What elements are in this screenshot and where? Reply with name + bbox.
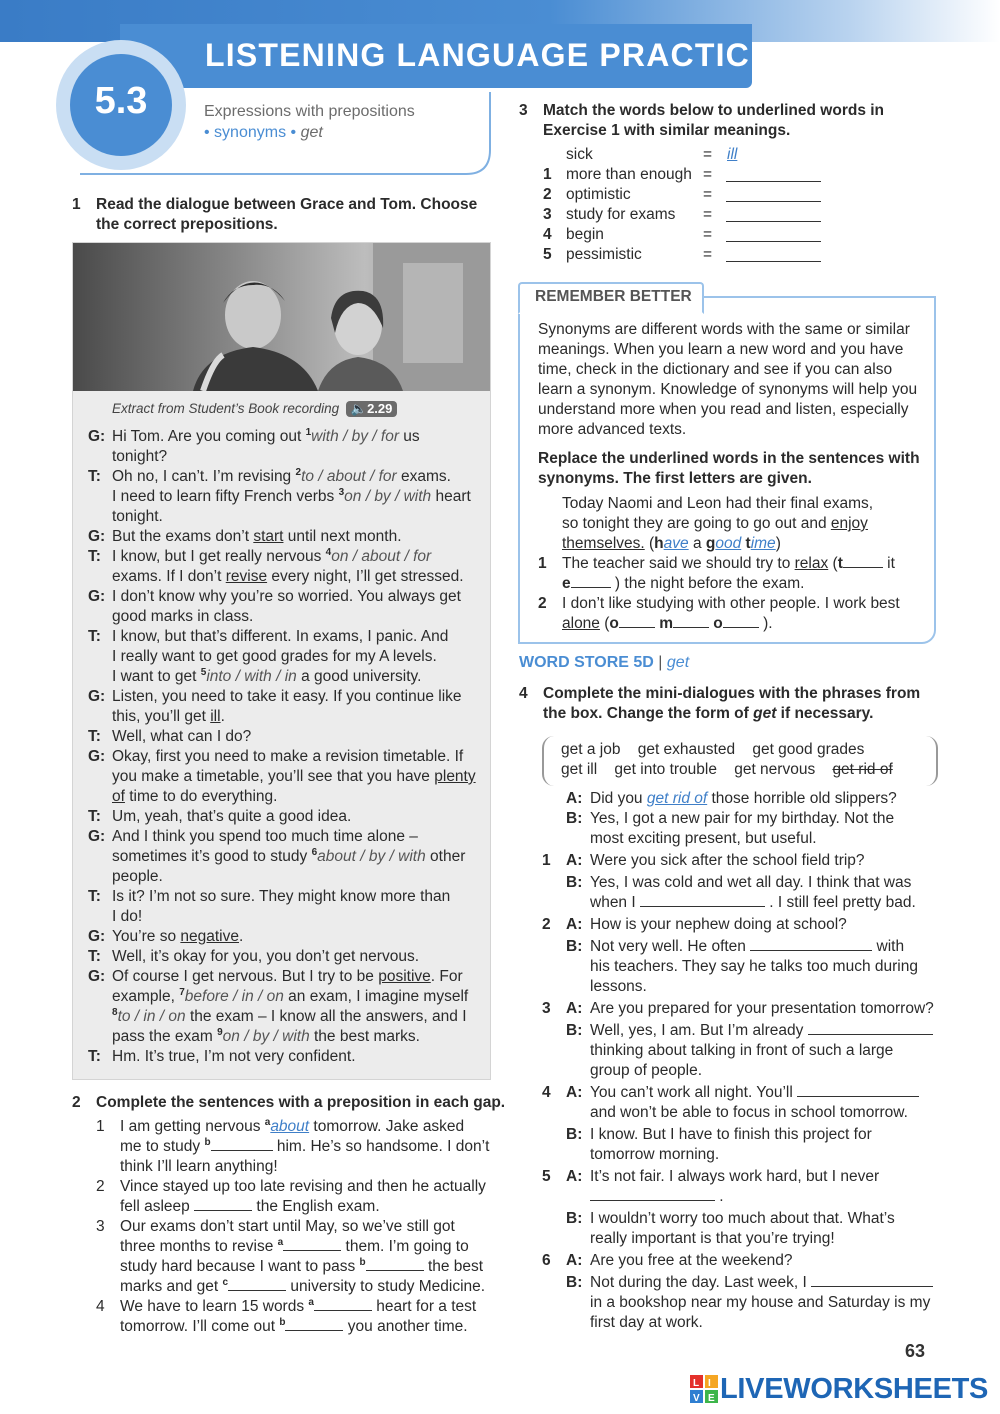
photo-students (73, 243, 490, 391)
gap[interactable] (797, 1083, 919, 1097)
svg-text:E: E (708, 1393, 715, 1403)
gap[interactable] (726, 188, 821, 202)
ex3-item: 5 pessimistic = (543, 245, 833, 265)
gap[interactable] (571, 574, 611, 588)
remember-title: REMEMBER BETTER (535, 288, 692, 305)
word-store-heading: WORD STORE 5D | get (519, 654, 690, 671)
gap[interactable] (194, 1197, 252, 1211)
ex3-instruction: 3 Match the words below to underlined words in Exercise 1 with similar meanings. (519, 102, 885, 139)
ex3-item: 2 optimistic = (543, 185, 833, 205)
audio-badge[interactable]: 🔈2.29 (346, 401, 398, 417)
ex2-items: 1 I am getting nervous $^a$about tomorrow. Jake asked me to study $^b$ him. He’s so handsome. I don’t think I’ll learn anything! 2 Vince stayed up too late revising and then he actually fell asleep the English exam. 3 Our exams don’t start until May, so we’ve still got three months to revise $^a$ them. I’m going to study hard because I want to pass $^b$ the best marks and get $^c$ university to study Medicine. 4 We have to learn 15 words $^a$ heart for a test tomorrow. I’ll come out $^b$ you another time. (96, 1116, 490, 1335)
recording-caption: Extract from Student’s Book recording 🔈2.29 (112, 401, 397, 417)
gap[interactable] (228, 1277, 286, 1291)
remember-items: Today Naomi and Leon had their final exams, so tonight they are going to go out and enjoy themselves. (have a good time) 1 The teacher said we should try to relax (t it e ) the night before the exam. 2 I don’t like studying with other people. I work best alone (o m o ). (538, 495, 900, 632)
gap[interactable] (640, 893, 765, 907)
gap[interactable] (283, 1237, 341, 1251)
ex4-dialogues: A: Did you get rid of those horrible old slippers? B: Yes, I got a new pair for my birthday. Not the most exciting present, but useful. 1 A: Were you sick after the school field trip? B: Yes, I was cold and wet all day. I think that was when I . I still feel pretty bad. 2 A: How is your nephew doing at school? B: Not very well. He often with his teachers. They say he talks too much during lessons. 3 A: Are you prepared for your presentation tomorrow? B: Well, yes, I am. But I’m already thinking about talking in front of such a large group of people. 4 A: You can’t work all night. You’ll and won’t be able to focus in school tomorrow. B: I know. But I have to finish this project for tomorrow morning. 5 A: It’s not fair. I always work hard, but I never . B: I wouldn’t worry too much about that. What’s really important is that you’re trying! 6 A: Are you free at the weekend? B: Not during the day. Last week, I in a bookshop near my house and Saturday is my first day at work. (542, 790, 934, 1331)
dialogue: G: Hi Tom. Are you coming out $^1$with / by / for us tonight? T: Oh no, I can’t. I’m revising $^2$to / about / for exams. I need to learn fifty French verbs $^3$on / by / with heart tonight. G: But the exams don’t start until next month. T: I know, but I get really nervous $^4$on / about / for exams. If I don’t revise every night, I’ll get stressed. G: I don’t know why you’re so worried. You always get good marks in class. T: I know, but that’s different. In exams, I panic. And I really want to get good grades for my A levels. I want to get $^5$into / with / in a good university. G: Listen, you need to take it easy. If you continue like this, you’ll get ill. T: Well, what can I do? G: Okay, first you need to make a revision timetable. If you make a timetable, you’ll see that you have plenty of time to do everything. T: Um, yeah, that’s quite a good idea. G: And I think you spend too much time alone – sometimes it’s good to study $^6$about / by / with other people. T: Is it? I’m not so sure. They might know more than I do! G: You’re so negative. T: Well, it’s okay for you, you don’t get nervous. G: Of course I get nervous. But I try to be positive. For example, $^7$before / in / on an exam, I imagine myself $^8$to / in / on the exam – I know all the answers, and I pass the exam $^9$on / by / with the best marks. T: Hm. It’s true, I’m not very confident. (88, 426, 476, 1065)
phrase-box-content: get a job get exhausted get good grades get ill get into trouble get nervous get rid of (561, 741, 893, 778)
ex3-item: 3 study for exams = (543, 205, 833, 225)
speaker-icon: 🔈 (350, 401, 368, 416)
gap[interactable] (590, 1187, 715, 1201)
gap[interactable] (726, 228, 821, 242)
gap[interactable] (726, 208, 821, 222)
gap[interactable] (673, 614, 709, 628)
gap[interactable] (811, 1273, 933, 1287)
ex1-instruction: 1 Read the dialogue between Grace and Tom. Choose the correct prepositions. (72, 196, 478, 233)
gap[interactable] (726, 248, 821, 262)
remember-text: Synonyms are different words with the same or similar meanings. When you learn a new word and you have time, check in the dictionary and see if you can also learn a synonym. Knowledge of synonyms will help you understand more when you read and listen, especially more advanced texts. (538, 321, 918, 438)
gap[interactable] (366, 1257, 424, 1271)
unit-number: 5.3 (94, 80, 148, 122)
ex3-item: 1 more than enough = (543, 165, 833, 185)
ex2-instruction: 2 Complete the sentences with a preposition in each gap. (72, 1094, 506, 1111)
gap[interactable] (211, 1137, 273, 1151)
remember-task: Replace the underlined words in the sentences with synonyms. The first letters are given. (538, 450, 920, 487)
svg-text:V: V (693, 1393, 700, 1403)
ex4-instruction: 4 Complete the mini-dialogues with the phrases from the box. Change the form of get if necessary. (519, 685, 921, 722)
ex3-item: 4 begin = (543, 225, 833, 245)
gap[interactable] (619, 614, 655, 628)
gap[interactable] (843, 554, 883, 568)
gap[interactable] (723, 614, 759, 628)
page-title: LISTENING LANGUAGE PRACTICE (205, 37, 773, 73)
svg-text:I: I (708, 1378, 711, 1389)
gap[interactable] (726, 168, 821, 182)
subtitle: Expressions with prepositions • synonyms • get (204, 103, 415, 141)
gap[interactable] (314, 1297, 372, 1311)
gap[interactable] (750, 937, 872, 951)
svg-text:L: L (693, 1378, 700, 1389)
gap[interactable] (808, 1021, 933, 1035)
logo-icon (690, 1375, 718, 1403)
page-number: 63 (905, 1341, 926, 1361)
liveworksheets-logo[interactable] (690, 1372, 988, 1406)
gap[interactable] (285, 1317, 343, 1331)
brand-text: LIVEWORKSHEETS (720, 1372, 989, 1405)
ex3-list: sick = ill 1 more than enough = 2 optimistic = 3 study for exams = 4 begin = 5 pessimistic = (543, 145, 833, 265)
